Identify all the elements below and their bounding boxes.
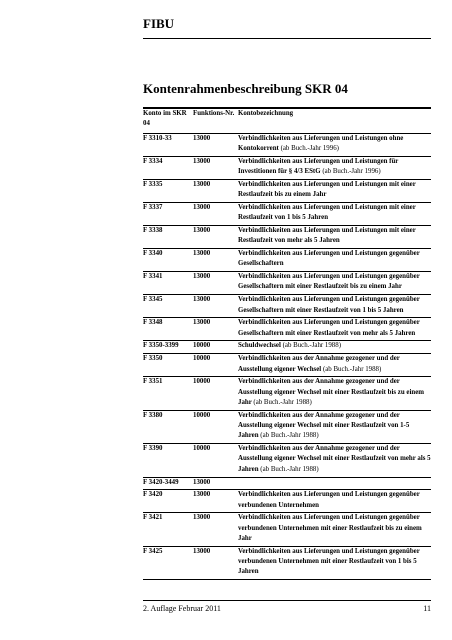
cell-konto: F 3420-3449: [143, 478, 179, 486]
table-row: [143, 377, 431, 410]
cell-kontobezeichnung: [238, 341, 431, 354]
table-row: [143, 341, 431, 354]
cell-funktionsnr: 13000: [193, 273, 211, 281]
table-row: [143, 354, 431, 377]
account-description: Schuldwechsel: [238, 342, 281, 350]
table-row: [143, 444, 431, 477]
cell-funktionsnr: 10000: [193, 445, 211, 453]
cell-funktionsnr: 10000: [193, 342, 211, 350]
account-description: Verbindlichkeiten aus der Annahme gezogener und der Ausstellung eigener Wechsel mit einer Restlaufzeit von mehr als 5 Jahren: [238, 445, 431, 473]
cell-konto: F 3341: [143, 273, 163, 281]
account-note: (ab Buch.-Jahr 1988): [253, 398, 312, 406]
column-header-konto: Konto im SKR 04: [143, 110, 187, 128]
account-description: Verbindlichkeiten aus Lieferungen und Leistungen ohne Kontokorrent: [238, 134, 404, 152]
account-description: Verbindlichkeiten aus Lieferungen und Leistungen gegenüber Gesellschaftern mit einer Restlaufzeit von 1 bis 5 Jahren: [238, 296, 420, 314]
cell-konto: F 3350: [143, 355, 163, 363]
cell-kontobezeichnung: [238, 546, 431, 579]
table-row: [143, 272, 431, 295]
account-note: (ab Buch.-Jahr 1988): [282, 342, 341, 350]
account-note: (ab Buch.-Jahr 1988): [322, 365, 382, 373]
header-divider: [143, 38, 431, 39]
cell-konto: F 3351: [143, 378, 163, 386]
cell-kontobezeichnung: [238, 354, 431, 377]
table-row: [143, 295, 431, 318]
table-body: [143, 133, 431, 580]
account-description: Verbindlichkeiten aus Lieferungen und Leistungen gegenüber verbundenen Unternehmen: [238, 491, 420, 509]
account-description: Verbindlichkeiten aus Lieferungen und Leistungen gegenüber Gesellschaftern mit einer Restlaufzeit von mehr als 5 Jahren: [238, 319, 420, 337]
table-row: [143, 513, 431, 546]
table-row: [143, 410, 431, 443]
table-row: [143, 318, 431, 341]
account-description: Verbindlichkeiten aus Lieferungen und Leistungen gegenüber Gesellschaftern: [238, 250, 420, 268]
table-row: [143, 202, 431, 225]
page-header-title: FIBU: [143, 16, 175, 31]
cell-konto: F 3337: [143, 203, 163, 211]
cell-kontobezeichnung: [238, 318, 431, 341]
account-description: Verbindlichkeiten aus Lieferungen und Leistungen für Investitionen für § 4/3 EStG: [238, 157, 399, 175]
table-row: [143, 133, 431, 156]
table-row: [143, 179, 431, 202]
cell-funktionsnr: 13000: [193, 296, 211, 304]
table-row: [143, 225, 431, 248]
cell-funktionsnr: 13000: [193, 478, 211, 486]
cell-kontobezeichnung: [238, 202, 431, 225]
cell-funktionsnr: 10000: [193, 355, 211, 363]
cell-konto: F 3421: [143, 514, 163, 522]
cell-funktionsnr: 10000: [193, 411, 211, 419]
footer-edition: 2. Auflage Februar 2011: [143, 604, 221, 613]
account-description: Verbindlichkeiten aus Lieferungen und Leistungen mit einer Restlaufzeit bis zu einem Jahr: [238, 180, 416, 199]
cell-konto: F 3420: [143, 491, 163, 499]
cell-funktionsnr: 13000: [193, 226, 211, 234]
cell-funktionsnr: 13000: [193, 134, 211, 142]
cell-kontobezeichnung: [238, 133, 431, 156]
page-number: 11: [423, 604, 431, 613]
section-title: Kontenrahmenbeschreibung SKR 04: [143, 81, 348, 96]
footer-divider: [143, 600, 431, 601]
cell-konto: F 3350-3399: [143, 342, 179, 350]
cell-funktionsnr: 13000: [193, 491, 211, 499]
cell-funktionsnr: 13000: [193, 250, 211, 258]
cell-konto: F 3335: [143, 180, 163, 188]
cell-kontobezeichnung: [238, 272, 431, 295]
column-header-kontobezeichnung: Kontobezeichnung: [238, 110, 294, 117]
account-note: (ab Buch.-Jahr 1988): [260, 465, 319, 473]
cell-funktionsnr: 10000: [193, 378, 211, 386]
cell-konto: F 3340: [143, 250, 163, 258]
account-description: Verbindlichkeiten aus Lieferungen und Leistungen gegenüber verbundenen Unternehmen mit einer Restlaufzeit von 1 bis 5 Jahren: [238, 547, 420, 576]
cell-kontobezeichnung: [238, 156, 431, 179]
cell-kontobezeichnung: [238, 444, 431, 477]
cell-funktionsnr: 13000: [193, 157, 211, 165]
table-row: [143, 249, 431, 272]
cell-funktionsnr: 13000: [193, 514, 211, 522]
cell-funktionsnr: 13000: [193, 180, 211, 188]
cell-kontobezeichnung: [238, 410, 431, 443]
table-header-row: [143, 108, 431, 133]
cell-funktionsnr: 13000: [193, 203, 211, 211]
cell-funktionsnr: 13000: [193, 319, 211, 327]
cell-konto: F 3338: [143, 226, 163, 234]
cell-funktionsnr: 13000: [193, 547, 211, 555]
cell-konto: F 3390: [143, 445, 163, 453]
account-note: (ab Buch.-Jahr 1996): [280, 144, 339, 152]
cell-kontobezeichnung: [238, 249, 431, 272]
table-row: [143, 156, 431, 179]
table-row: [143, 490, 431, 513]
cell-kontobezeichnung: [238, 179, 431, 202]
cell-konto: F 3310-33: [143, 134, 172, 142]
account-description: Verbindlichkeiten aus Lieferungen und Leistungen gegenüber Gesellschaftern mit einer Restlaufzeit bis zu einem Jahr: [238, 273, 420, 291]
account-description: Verbindlichkeiten aus Lieferungen und Leistungen gegenüber verbundenen Unternehmen mit einer Restlaufzeit bis zu einem Jahr: [238, 514, 422, 542]
account-note: (ab Buch.-Jahr 1996): [322, 167, 381, 175]
cell-kontobezeichnung: [238, 490, 431, 513]
column-header-funktionsnr: Funktions-Nr.: [193, 110, 235, 117]
account-description: Verbindlichkeiten aus der Annahme gezogener und der Ausstellung eigener Wechsel mit einer Restlaufzeit von 1-5 Jahren: [238, 411, 410, 440]
cell-kontobezeichnung: [238, 377, 431, 410]
cell-kontobezeichnung: [238, 295, 431, 318]
table-row: [143, 477, 431, 490]
account-note: (ab Buch.-Jahr 1988): [260, 432, 319, 440]
cell-konto: F 3425: [143, 547, 163, 555]
cell-konto: F 3348: [143, 319, 163, 327]
account-description: Verbindlichkeiten aus Lieferungen und Leistungen mit einer Restlaufzeit von mehr als 5 Jahren: [238, 226, 416, 245]
account-description: Verbindlichkeiten aus Lieferungen und Leistungen mit einer Restlaufzeit von 1 bis 5 Jahren: [238, 203, 416, 222]
cell-konto: F 3334: [143, 157, 163, 165]
cell-konto: F 3380: [143, 411, 163, 419]
cell-kontobezeichnung: [238, 477, 431, 490]
cell-kontobezeichnung: [238, 513, 431, 546]
accounts-table: [143, 107, 431, 580]
account-description: Verbindlichkeiten aus der Annahme gezogener und der Ausstellung eigener Wechsel: [238, 355, 400, 373]
cell-kontobezeichnung: [238, 225, 431, 248]
cell-konto: F 3345: [143, 296, 163, 304]
account-description: Verbindlichkeiten aus der Annahme gezogener und der Ausstellung eigener Wechsel mit einer Restlaufzeit bis zu einem Jahr: [238, 378, 425, 406]
table-row: [143, 546, 431, 579]
